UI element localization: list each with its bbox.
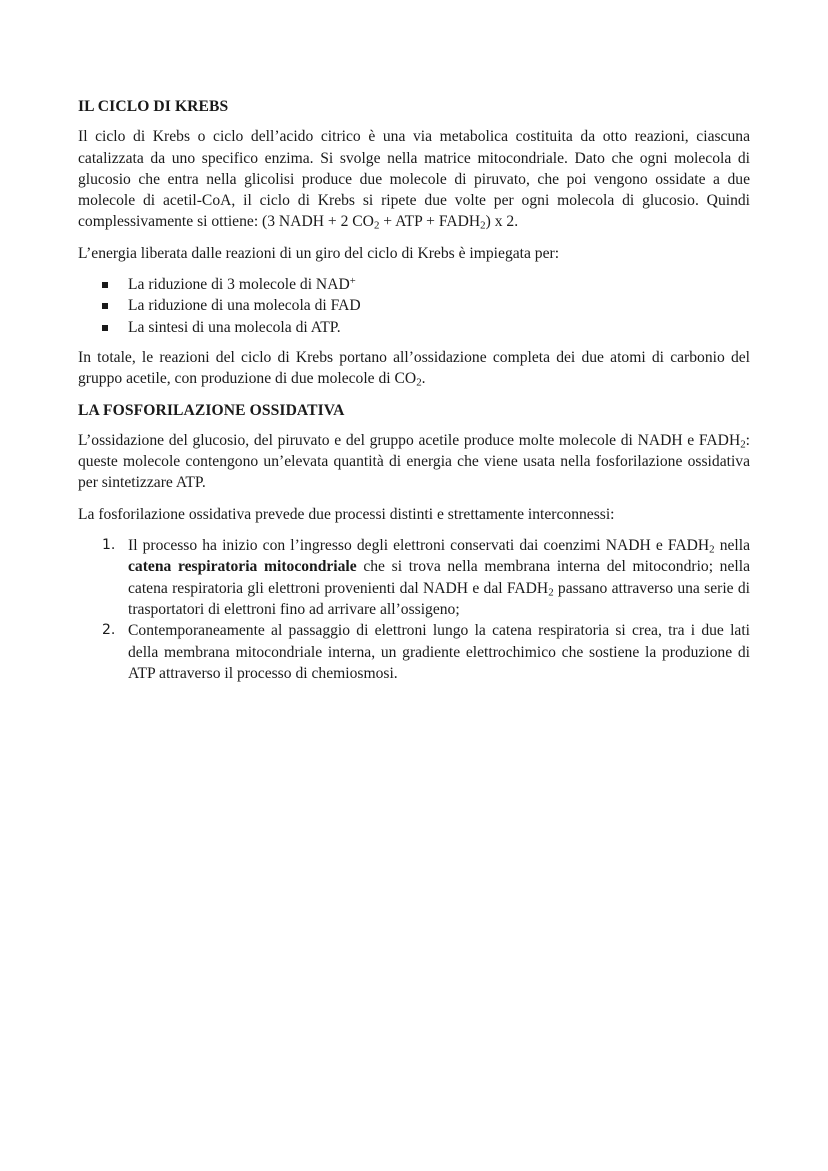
text-run: che si trova nella membrana interna del mitocondrio; nella catena respiratoria gli elettroni provenienti dal NADH e dal FADH [128, 558, 750, 597]
text-run: nella [714, 537, 751, 555]
text-run: Il ciclo di Krebs o ciclo dell’acido citrico è una via metabolica costituita da otto reazioni, ciascuna catalizzata da uno specifico enzima. Si svolge nella matrice mitocondriale. Dato che ogni molecola di glucosio che entra nella glicolisi produce due molecole di piruvato, che poi vengono ossidate a due molecole di acetil-CoA, il ciclo di Krebs si ripete due volte per ogni molecola di glucosio. Quindi complessivamente si ottiene: (3 NADH + 2 CO [78, 128, 750, 231]
list-item [78, 535, 750, 620]
bullet-square-icon [102, 303, 108, 309]
text-run: . [421, 370, 426, 388]
bold-term: catena respiratoria mitocondriale [128, 558, 357, 576]
text-run: : queste molecole contengono un’elevata quantità di energia che viene usata nella fosforilazione ossidativa per sintetizzare ATP. [78, 431, 750, 492]
text-run: L’ossidazione del glucosio, del piruvato e del gruppo acetile produce molte molecole di NADH e FADH [78, 431, 741, 449]
paragraph-processes: La fosforilazione ossidativa prevede due processi distinti e strettamente interconnessi: [78, 505, 615, 523]
text-run: Contemporaneamente al passaggio di elettroni lungo la catena respiratoria si crea, tra i due lati della membrana mitocondriale interna, un gradiente elettrochimico che sostiene la produzione di ATP attraverso il processo di chemiosmosi. [128, 622, 750, 682]
section-heading-krebs: IL CICLO DI KREBS [78, 98, 229, 115]
text-run: + ATP + FADH [379, 213, 481, 231]
subscript: 2 [373, 220, 380, 233]
list-item [78, 620, 750, 684]
text-run: passano attraverso una serie di trasportatori di elettroni fino ad arrivare all’ossigeno; [128, 579, 750, 618]
bullet-list [78, 274, 750, 338]
subscript: 2 [709, 543, 715, 556]
list-item [78, 295, 750, 316]
list-number: 1. [102, 537, 116, 554]
list-item [78, 317, 750, 338]
list-item-text: La riduzione di una molecola di FAD [128, 297, 361, 315]
text-run: In totale, le reazioni del ciclo di Krebs portano all’ossidazione completa dei due atomi di carbonio del gruppo acetile, con produzione di due molecole di CO [78, 348, 750, 388]
subscript: 2 [740, 438, 746, 451]
list-number: 2. [102, 622, 116, 639]
text-run: Il processo ha inizio con l’ingresso degli elettroni conservati dai coenzimi NADH e FADH [128, 537, 710, 555]
bullet-square-icon [102, 282, 108, 288]
document-body [78, 96, 750, 684]
section-heading-oxidative: LA FOSFORILAZIONE OSSIDATIVA [78, 401, 345, 419]
paragraph-oxidation [78, 430, 750, 494]
numbered-list [78, 535, 750, 684]
paragraph-krebs-total [78, 347, 750, 390]
list-item-text: La riduzione di 3 molecole di NAD [128, 276, 350, 294]
subscript: 2 [480, 220, 486, 233]
list-item-text: La sintesi di una molecola di ATP. [128, 318, 341, 336]
text-run: ) x 2. [485, 213, 519, 231]
subscript: 2 [548, 586, 554, 599]
paragraph-krebs-intro [78, 126, 750, 232]
paragraph-energy: L’energia liberata dalle reazioni di un giro del ciclo di Krebs è impiegata per: [78, 244, 560, 262]
bullet-square-icon [102, 325, 108, 331]
list-item [78, 274, 750, 295]
subscript: 2 [416, 376, 422, 389]
superscript: + [349, 276, 356, 288]
